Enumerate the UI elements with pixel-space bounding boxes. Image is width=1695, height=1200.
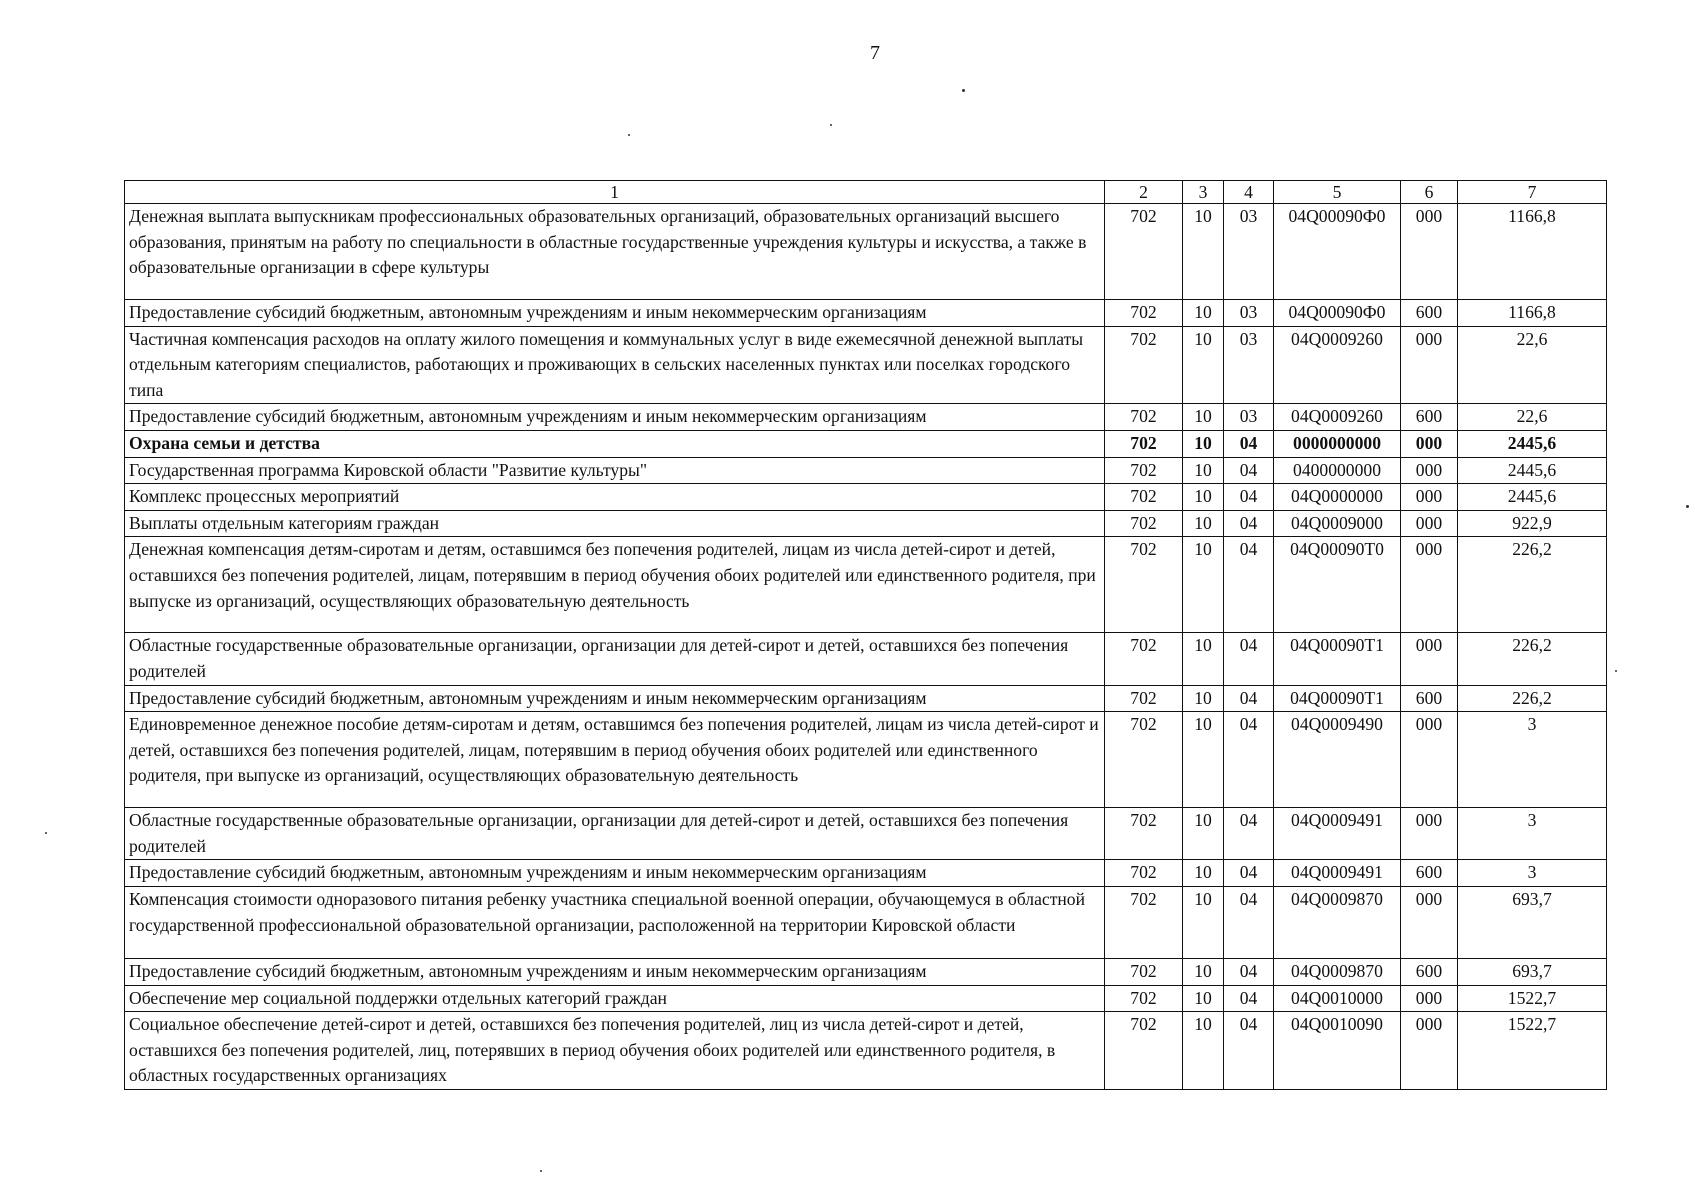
row-subsection-code: 04 [1224, 808, 1274, 860]
table-row [125, 300, 1607, 327]
row-subsection-code: 04 [1224, 537, 1274, 633]
row-name: Денежная выплата выпускникам профессиональных образовательных организаций, образовательных организаций высшего образования, принятым на работу по специальности в областные государственные учреждения культуры и искусства, а также в образовательные организации в сфере культуры [125, 204, 1105, 300]
row-section-code: 10 [1183, 326, 1224, 404]
row-ministry-code: 702 [1105, 510, 1183, 537]
row-name: Социальное обеспечение детей-сирот и детей, оставшихся без попечения родителей, лиц из числа детей-сирот и детей, оставшихся без попечения родителей, лиц, потерявших в период обучения обоих родителей или единственного родителя, в областных государственных организациях [125, 1012, 1105, 1090]
row-name: Предоставление субсидий бюджетным, автономным учреждениям и иным некоммерческим организациям [125, 300, 1105, 327]
row-ministry-code: 702 [1105, 808, 1183, 860]
row-expense-type: 000 [1401, 510, 1458, 537]
row-name: Предоставление субсидий бюджетным, автономным учреждениям и иным некоммерческим организациям [125, 404, 1105, 431]
row-expense-type: 600 [1401, 404, 1458, 431]
header-col-3: 3 [1183, 181, 1224, 204]
table-row [125, 430, 1607, 457]
row-ministry-code: 702 [1105, 430, 1183, 457]
row-target-article: 04Q0009260 [1274, 404, 1401, 431]
header-col-7: 7 [1458, 181, 1607, 204]
row-target-article: 04Q0009490 [1274, 712, 1401, 808]
row-subsection-code: 03 [1224, 204, 1274, 300]
row-name: Охрана семьи и детства [125, 430, 1105, 457]
row-subsection-code: 03 [1224, 404, 1274, 431]
row-subsection-code: 04 [1224, 886, 1274, 958]
row-ministry-code: 702 [1105, 985, 1183, 1012]
row-section-code: 10 [1183, 985, 1224, 1012]
header-col-1: 1 [125, 181, 1105, 204]
row-target-article: 04Q0010090 [1274, 1012, 1401, 1090]
row-name: Государственная программа Кировской области "Развитие культуры" [125, 457, 1105, 484]
row-ministry-code: 702 [1105, 326, 1183, 404]
row-name: Комплекс процессных мероприятий [125, 484, 1105, 511]
row-amount: 693,7 [1458, 958, 1607, 985]
row-ministry-code: 702 [1105, 633, 1183, 685]
row-subsection-code: 03 [1224, 326, 1274, 404]
table-row [125, 958, 1607, 985]
row-expense-type: 000 [1401, 712, 1458, 808]
row-ministry-code: 702 [1105, 537, 1183, 633]
row-amount: 226,2 [1458, 633, 1607, 685]
table-row [125, 537, 1607, 633]
header-col-4: 4 [1224, 181, 1274, 204]
table-row [125, 484, 1607, 511]
row-amount: 2445,6 [1458, 457, 1607, 484]
row-target-article: 0000000000 [1274, 430, 1401, 457]
row-subsection-code: 04 [1224, 712, 1274, 808]
scan-speck [540, 1170, 542, 1172]
row-amount: 922,9 [1458, 510, 1607, 537]
row-target-article: 04Q0009491 [1274, 860, 1401, 887]
row-expense-type: 600 [1401, 300, 1458, 327]
row-expense-type: 000 [1401, 633, 1458, 685]
scan-speck [1686, 505, 1689, 508]
row-amount: 2445,6 [1458, 430, 1607, 457]
row-section-code: 10 [1183, 1012, 1224, 1090]
row-ministry-code: 702 [1105, 204, 1183, 300]
row-subsection-code: 04 [1224, 430, 1274, 457]
row-expense-type: 000 [1401, 204, 1458, 300]
row-subsection-code: 04 [1224, 633, 1274, 685]
row-subsection-code: 03 [1224, 300, 1274, 327]
table-row [125, 685, 1607, 712]
row-section-code: 10 [1183, 484, 1224, 511]
row-amount: 3 [1458, 860, 1607, 887]
row-expense-type: 000 [1401, 537, 1458, 633]
row-section-code: 10 [1183, 685, 1224, 712]
row-target-article: 04Q00090Ф0 [1274, 204, 1401, 300]
row-name: Частичная компенсация расходов на оплату жилого помещения и коммунальных услуг в виде ежемесячной денежной выплаты отдельным категориям специалистов, работающих и проживающих в сельских населенных пунктах или поселках городского типа [125, 326, 1105, 404]
table-row [125, 404, 1607, 431]
row-amount: 1166,8 [1458, 300, 1607, 327]
row-expense-type: 000 [1401, 886, 1458, 958]
row-section-code: 10 [1183, 300, 1224, 327]
row-section-code: 10 [1183, 633, 1224, 685]
row-target-article: 0400000000 [1274, 457, 1401, 484]
row-section-code: 10 [1183, 808, 1224, 860]
table-row [125, 808, 1607, 860]
row-ministry-code: 702 [1105, 404, 1183, 431]
row-target-article: 04Q0009000 [1274, 510, 1401, 537]
page-number: 7 [870, 42, 880, 64]
budget-table [124, 180, 1607, 1090]
row-target-article: 04Q0009491 [1274, 808, 1401, 860]
row-ministry-code: 702 [1105, 685, 1183, 712]
row-name: Предоставление субсидий бюджетным, автономным учреждениям и иным некоммерческим организациям [125, 958, 1105, 985]
scan-speck [45, 832, 47, 834]
row-name: Выплаты отдельным категориям граждан [125, 510, 1105, 537]
row-expense-type: 000 [1401, 1012, 1458, 1090]
table-body [125, 204, 1607, 1090]
row-section-code: 10 [1183, 886, 1224, 958]
table-header-row [125, 181, 1607, 204]
row-subsection-code: 04 [1224, 685, 1274, 712]
row-name: Обеспечение мер социальной поддержки отдельных категорий граждан [125, 985, 1105, 1012]
row-section-code: 10 [1183, 404, 1224, 431]
row-amount: 3 [1458, 712, 1607, 808]
scan-speck [830, 124, 832, 126]
row-expense-type: 000 [1401, 484, 1458, 511]
row-expense-type: 000 [1401, 457, 1458, 484]
row-amount: 693,7 [1458, 886, 1607, 958]
row-name: Предоставление субсидий бюджетным, автономным учреждениям и иным некоммерческим организациям [125, 860, 1105, 887]
scan-speck [1615, 670, 1617, 672]
row-section-code: 10 [1183, 430, 1224, 457]
row-amount: 226,2 [1458, 685, 1607, 712]
row-name: Единовременное денежное пособие детям-сиротам и детям, оставшимся без попечения родителей, лицам из числа детей-сирот и детей, оставшихся без попечения родителей, лицам, потерявшим в период обучения обоих родителей или единственного родителя, при выпуске из организаций, осуществляющих образовательную деятельность [125, 712, 1105, 808]
table-row [125, 633, 1607, 685]
row-amount: 1522,7 [1458, 1012, 1607, 1090]
header-col-6: 6 [1401, 181, 1458, 204]
row-subsection-code: 04 [1224, 510, 1274, 537]
row-target-article: 04Q00090Т1 [1274, 633, 1401, 685]
row-section-code: 10 [1183, 457, 1224, 484]
row-subsection-code: 04 [1224, 457, 1274, 484]
row-section-code: 10 [1183, 958, 1224, 985]
row-subsection-code: 04 [1224, 958, 1274, 985]
row-section-code: 10 [1183, 712, 1224, 808]
row-amount: 3 [1458, 808, 1607, 860]
row-expense-type: 600 [1401, 685, 1458, 712]
row-target-article: 04Q0009870 [1274, 958, 1401, 985]
scan-speck [962, 89, 965, 92]
row-target-article: 04Q0009870 [1274, 886, 1401, 958]
table-row [125, 326, 1607, 404]
row-amount: 2445,6 [1458, 484, 1607, 511]
table-row [125, 712, 1607, 808]
row-subsection-code: 04 [1224, 484, 1274, 511]
row-ministry-code: 702 [1105, 1012, 1183, 1090]
header-col-2: 2 [1105, 181, 1183, 204]
table-row [125, 886, 1607, 958]
row-expense-type: 000 [1401, 326, 1458, 404]
row-target-article: 04Q0009260 [1274, 326, 1401, 404]
row-amount: 1522,7 [1458, 985, 1607, 1012]
row-name: Денежная компенсация детям-сиротам и детям, оставшимся без попечения родителей, лицам из числа детей-сирот и детей, оставшихся без попечения родителей, лицам, потерявшим в период обучения обоих родителей или единственного родителя, при выпуске из организаций, осуществляющих образовательную деятельность [125, 537, 1105, 633]
table-row [125, 985, 1607, 1012]
row-target-article: 04Q0000000 [1274, 484, 1401, 511]
row-ministry-code: 702 [1105, 484, 1183, 511]
row-name: Компенсация стоимости одноразового питания ребенку участника специальной военной операции, обучающемуся в областной государственной профессиональной образовательной организации, расположенной на территории Кировской области [125, 886, 1105, 958]
row-ministry-code: 702 [1105, 860, 1183, 887]
row-section-code: 10 [1183, 537, 1224, 633]
row-section-code: 10 [1183, 860, 1224, 887]
row-ministry-code: 702 [1105, 886, 1183, 958]
row-subsection-code: 04 [1224, 860, 1274, 887]
row-subsection-code: 04 [1224, 985, 1274, 1012]
row-amount: 226,2 [1458, 537, 1607, 633]
row-target-article: 04Q00090Ф0 [1274, 300, 1401, 327]
row-name: Областные государственные образовательные организации, организации для детей-сирот и детей, оставшихся без попечения родителей [125, 633, 1105, 685]
row-name: Областные государственные образовательные организации, организации для детей-сирот и детей, оставшихся без попечения родителей [125, 808, 1105, 860]
row-ministry-code: 702 [1105, 300, 1183, 327]
table-row [125, 510, 1607, 537]
row-subsection-code: 04 [1224, 1012, 1274, 1090]
row-section-code: 10 [1183, 204, 1224, 300]
row-expense-type: 600 [1401, 860, 1458, 887]
row-ministry-code: 702 [1105, 457, 1183, 484]
row-target-article: 04Q00090Т1 [1274, 685, 1401, 712]
table-row [125, 1012, 1607, 1090]
row-amount: 22,6 [1458, 326, 1607, 404]
table-row [125, 204, 1607, 300]
row-expense-type: 000 [1401, 808, 1458, 860]
row-ministry-code: 702 [1105, 958, 1183, 985]
table-row [125, 860, 1607, 887]
table-row [125, 457, 1607, 484]
row-expense-type: 000 [1401, 430, 1458, 457]
row-expense-type: 000 [1401, 985, 1458, 1012]
row-amount: 22,6 [1458, 404, 1607, 431]
row-amount: 1166,8 [1458, 204, 1607, 300]
row-ministry-code: 702 [1105, 712, 1183, 808]
row-name: Предоставление субсидий бюджетным, автономным учреждениям и иным некоммерческим организациям [125, 685, 1105, 712]
row-section-code: 10 [1183, 510, 1224, 537]
header-col-5: 5 [1274, 181, 1401, 204]
row-expense-type: 600 [1401, 958, 1458, 985]
row-target-article: 04Q00090Т0 [1274, 537, 1401, 633]
scan-speck [628, 134, 630, 136]
row-target-article: 04Q0010000 [1274, 985, 1401, 1012]
